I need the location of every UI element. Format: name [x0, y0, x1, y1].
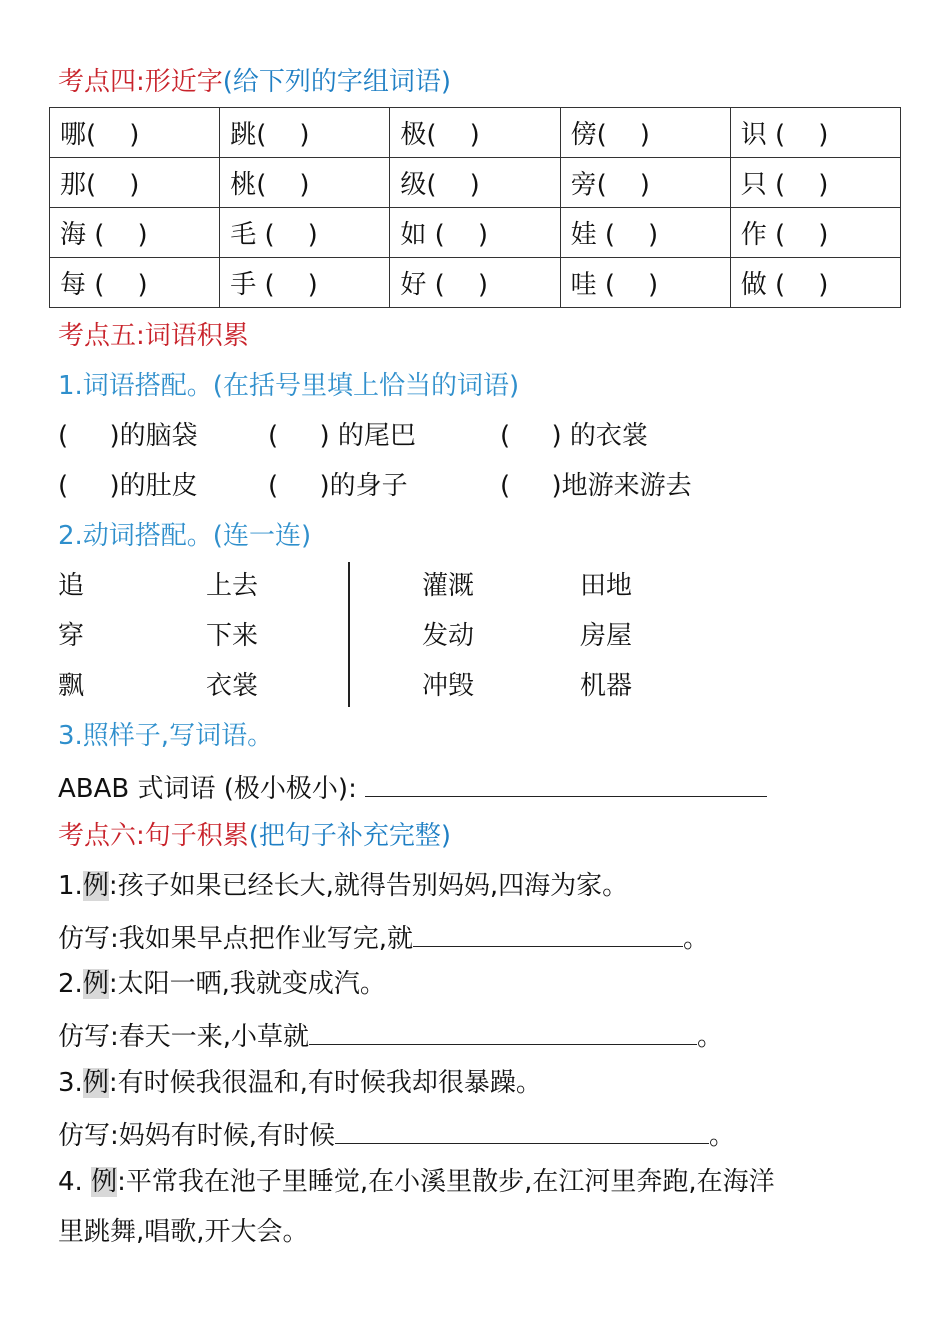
match-item[interactable]: 发动 [422, 621, 475, 651]
example-label: 例 [82, 969, 109, 999]
table-cell[interactable]: 傍( ) [560, 108, 730, 158]
example-sentence [58, 966, 386, 1002]
sentence-end: 。 [697, 1022, 724, 1052]
example-sentence [58, 1065, 542, 1101]
q3-line [58, 768, 767, 807]
section5-title: 考点五:词语积累 [58, 321, 249, 351]
column-divider [348, 562, 350, 707]
imitation-sentence [58, 1115, 735, 1154]
match-item[interactable]: 上去 [206, 571, 259, 601]
example-text: :有时候我很温和,有时候我却很暴躁。 [108, 1068, 542, 1098]
word-blank[interactable]: ( )的身子 [268, 471, 408, 501]
table-cell[interactable]: 娃 ( ) [560, 208, 730, 258]
table-row [50, 108, 901, 158]
imitation-sentence [58, 1016, 723, 1055]
similar-characters-table [49, 107, 901, 308]
example-sentence [58, 1164, 775, 1200]
answer-blank[interactable] [309, 1016, 697, 1045]
sentence-end: 。 [709, 1121, 736, 1151]
table-cell[interactable]: 毛 ( ) [220, 208, 390, 258]
table-cell[interactable]: 旁( ) [560, 158, 730, 208]
q3-title: 3.照样子,写词语。 [58, 721, 274, 751]
match-item[interactable]: 衣裳 [206, 671, 259, 701]
word-blank[interactable]: ( )地游来游去 [500, 471, 692, 501]
table-cell[interactable]: 哪( ) [50, 108, 220, 158]
table-row [50, 208, 901, 258]
section4-subtitle: (给下列的字组词语) [222, 67, 452, 97]
table-cell[interactable]: 级( ) [390, 158, 560, 208]
match-item[interactable]: 田地 [580, 571, 633, 601]
item-number: 1. [58, 871, 83, 901]
example-label: 例 [91, 1167, 118, 1197]
table-row [50, 258, 901, 308]
table-cell[interactable]: 跳( ) [220, 108, 390, 158]
word-blank[interactable]: ( )的脑袋 [58, 421, 198, 451]
example-label: 例 [82, 871, 109, 901]
answer-blank[interactable] [365, 768, 767, 797]
example-text: :太阳一晒,我就变成汽。 [108, 969, 386, 999]
q1-title: 1.词语搭配。(在括号里填上恰当的词语) [58, 371, 520, 401]
table-cell[interactable]: 做 ( ) [730, 258, 900, 308]
q2-title: 2.动词搭配。(连一连) [58, 521, 312, 551]
example-text: :孩子如果已经长大,就得告别妈妈,四海为家。 [108, 871, 629, 901]
sentence-end: 。 [683, 924, 710, 954]
answer-blank[interactable] [335, 1115, 709, 1144]
word-blank[interactable]: ( )的肚皮 [58, 471, 198, 501]
imitation-prompt: 仿写:春天一来,小草就 [58, 1022, 310, 1052]
word-blank[interactable]: ( ) 的衣裳 [500, 421, 648, 451]
match-item[interactable]: 追 [58, 571, 85, 601]
imitation-prompt: 仿写:我如果早点把作业写完,就 [58, 924, 414, 954]
match-item[interactable]: 飘 [58, 671, 85, 701]
section6-title: 考点六:句子积累 [58, 821, 249, 851]
table-cell[interactable]: 好 ( ) [390, 258, 560, 308]
item-number: 3. [58, 1068, 83, 1098]
imitation-sentence [58, 918, 709, 957]
table-cell[interactable]: 海 ( ) [50, 208, 220, 258]
match-item[interactable]: 冲毁 [422, 671, 475, 701]
answer-blank[interactable] [413, 918, 683, 947]
table-cell[interactable]: 只 ( ) [730, 158, 900, 208]
imitation-prompt: 仿写:妈妈有时候,有时候 [58, 1121, 336, 1151]
match-item[interactable]: 灌溉 [422, 571, 475, 601]
item-number: 4. [58, 1167, 92, 1197]
example-sentence [58, 868, 628, 904]
table-cell[interactable]: 哇 ( ) [560, 258, 730, 308]
table-cell[interactable]: 识 ( ) [730, 108, 900, 158]
word-blank[interactable]: ( ) 的尾巴 [268, 421, 416, 451]
item-number: 2. [58, 969, 83, 999]
table-cell[interactable]: 每 ( ) [50, 258, 220, 308]
example-text: :平常我在池子里睡觉,在小溪里散步,在江河里奔跑,在海洋 [117, 1167, 775, 1197]
match-item[interactable]: 机器 [580, 671, 633, 701]
match-item[interactable]: 穿 [58, 621, 85, 651]
match-item[interactable]: 下来 [206, 621, 259, 651]
section6-heading [58, 818, 451, 854]
table-cell[interactable]: 如 ( ) [390, 208, 560, 258]
q3-prompt: ABAB 式词语 (极小极小): [58, 774, 357, 804]
table-cell[interactable]: 极( ) [390, 108, 560, 158]
table-cell[interactable]: 桃( ) [220, 158, 390, 208]
example-text-continued: 里跳舞,唱歌,开大会。 [58, 1217, 309, 1247]
table-cell[interactable]: 手 ( ) [220, 258, 390, 308]
section6-subtitle: (把句子补充完整) [248, 821, 452, 851]
example-label: 例 [82, 1068, 109, 1098]
section4-heading [58, 64, 451, 100]
table-row [50, 158, 901, 208]
table-cell[interactable]: 那( ) [50, 158, 220, 208]
table-cell[interactable]: 作 ( ) [730, 208, 900, 258]
section4-title: 考点四:形近字 [58, 67, 223, 97]
match-item[interactable]: 房屋 [580, 621, 633, 651]
